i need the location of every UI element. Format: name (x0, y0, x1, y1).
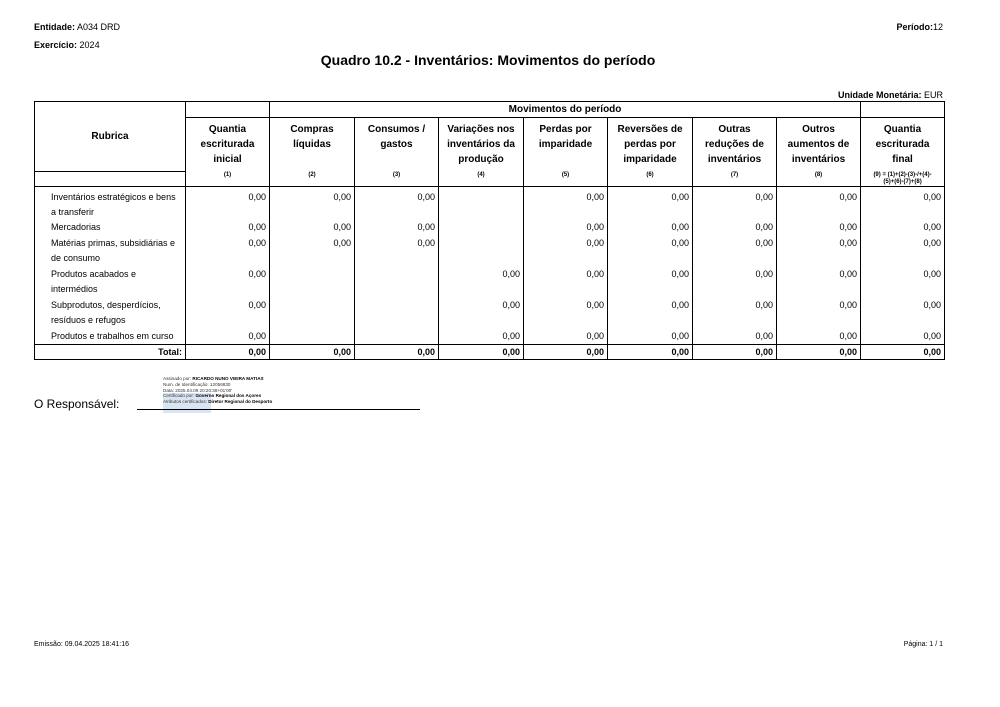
value-cell: 0,00 (608, 236, 693, 267)
value-cell: 0,00 (777, 267, 861, 298)
row-label (35, 236, 186, 267)
row-label-line: de consumo (51, 252, 101, 263)
row-label-line: Subprodutos, desperdícios, (51, 299, 161, 310)
value-cell: 0,00 (186, 267, 270, 298)
total-row (35, 345, 945, 360)
column-ref (861, 172, 945, 187)
column-ref-text: (6) (646, 171, 654, 178)
row-label (35, 267, 186, 298)
column-ref (608, 172, 693, 187)
value-cell: 0,00 (693, 186, 777, 220)
value-cell: 0,00 (355, 236, 439, 267)
value-cell (270, 298, 355, 329)
column-ref (693, 172, 777, 187)
column-header-line: imparidade (623, 154, 677, 166)
value-cell: 0,00 (861, 236, 945, 267)
value-cell: 0,00 (608, 329, 693, 345)
column-header-line: Reversões de (617, 124, 683, 136)
value-cell: 0,00 (524, 267, 608, 298)
value-cell: 0,00 (777, 236, 861, 267)
column-header-line: produção (458, 154, 504, 166)
value-cell (439, 186, 524, 220)
column-ref (355, 172, 439, 187)
value-cell: 0,00 (693, 236, 777, 267)
value-cell: 0,00 (777, 329, 861, 345)
column-ref-text: (5)+(6)-(7)+(8) (883, 178, 922, 185)
pagina: Página: 1 / 1 (903, 641, 943, 648)
column-header (861, 118, 945, 172)
column-ref (439, 172, 524, 187)
value-cell: 0,00 (693, 329, 777, 345)
total-value: 0,00 (861, 345, 945, 360)
exercicio-value: 2024 (79, 40, 100, 50)
column-header-line: inventários (707, 154, 762, 166)
column-ref (270, 172, 355, 187)
row-label-line: resíduos e refugos (51, 314, 126, 325)
inventarios-table (34, 101, 945, 360)
total-value: 0,00 (270, 345, 355, 360)
value-cell (355, 267, 439, 298)
periodo-value: 12 (932, 22, 943, 32)
value-cell: 0,00 (861, 186, 945, 220)
column-header (355, 118, 439, 172)
column-header-line: Outros (802, 124, 835, 136)
row-label-line: Mercadorias (51, 221, 101, 232)
unit-label: Unidade Monetária: (837, 90, 922, 100)
column-header-line: Outras (718, 124, 751, 136)
value-cell: 0,00 (186, 236, 270, 267)
column-ref-text: (9) = (1)+(2)-(3)-/+(4)- (873, 171, 932, 178)
column-header (439, 118, 524, 172)
column-header-line: reduções de (705, 139, 764, 151)
column-ref-text: (4) (477, 171, 485, 178)
column-ref-text: (5) (561, 171, 570, 178)
table-row (35, 267, 945, 298)
row-label (35, 329, 186, 345)
value-cell: 0,00 (861, 298, 945, 329)
value-cell: 0,00 (186, 186, 270, 220)
row-label (35, 220, 186, 236)
value-cell: 0,00 (608, 267, 693, 298)
value-cell: 0,00 (439, 298, 524, 329)
value-cell: 0,00 (608, 298, 693, 329)
row-label-line: Produtos e trabalhos em curso (51, 330, 174, 341)
column-header-line: Variações nos (447, 124, 515, 136)
table-row (35, 298, 945, 329)
exercicio (34, 40, 100, 50)
entidade-label: Entidade: (34, 22, 76, 32)
movimentos-header: Movimentos do período (270, 102, 861, 118)
column-header-line: inicial (213, 154, 242, 166)
total-value: 0,00 (186, 345, 270, 360)
value-cell: 0,00 (777, 298, 861, 329)
column-header-line (270, 152, 354, 167)
value-cell (439, 220, 524, 236)
column-header-line: final (892, 154, 913, 166)
value-cell (439, 236, 524, 267)
table-row (35, 186, 945, 220)
column-header-line: perdas por (624, 139, 676, 151)
value-cell: 0,00 (693, 267, 777, 298)
value-cell: 0,00 (608, 186, 693, 220)
value-cell: 0,00 (777, 186, 861, 220)
emissao: Emissão: 09.04.2025 18:41:16 (34, 641, 129, 648)
table-row (35, 220, 945, 236)
row-label-line: a transferir (51, 206, 95, 217)
value-cell: 0,00 (861, 267, 945, 298)
value-cell: 0,00 (270, 220, 355, 236)
value-cell: 0,00 (186, 298, 270, 329)
column-header-line: líquidas (293, 139, 331, 151)
exercicio-label: Exercício: (34, 40, 78, 50)
value-cell: 0,00 (861, 220, 945, 236)
table-row (35, 236, 945, 267)
rubrica-header: Rubrica (35, 102, 186, 172)
total-value: 0,00 (355, 345, 439, 360)
row-label (35, 186, 186, 220)
column-header (608, 118, 693, 172)
value-cell: 0,00 (524, 220, 608, 236)
total-value: 0,00 (693, 345, 777, 360)
column-ref-text: (3) (392, 171, 401, 178)
table-row (35, 329, 945, 345)
column-header-line: Quantia (208, 124, 247, 136)
value-cell: 0,00 (777, 220, 861, 236)
total-value: 0,00 (524, 345, 608, 360)
total-value: 0,00 (439, 345, 524, 360)
column-header-line: aumentos de (787, 139, 850, 151)
value-cell: 0,00 (186, 220, 270, 236)
value-cell (355, 298, 439, 329)
column-header (186, 118, 270, 172)
rubrica-ref-cell (35, 172, 186, 187)
column-header-line: inventários (791, 154, 846, 166)
value-cell (270, 267, 355, 298)
responsavel-label: O Responsável: (34, 397, 120, 411)
total-value: 0,00 (608, 345, 693, 360)
page-title: Quadro 10.2 - Inventários: Movimentos do período (320, 52, 656, 68)
value-cell: 0,00 (270, 186, 355, 220)
value-cell: 0,00 (524, 236, 608, 267)
value-cell: 0,00 (524, 186, 608, 220)
column-header-line: imparidade (538, 139, 593, 151)
column-header (777, 118, 861, 172)
value-cell: 0,00 (524, 298, 608, 329)
column-header-line (524, 152, 607, 167)
row-label-line: Inventários estratégicos e bens (51, 191, 176, 202)
value-cell: 0,00 (355, 186, 439, 220)
entidade (34, 22, 120, 32)
value-cell: 0,00 (861, 329, 945, 345)
periodo (896, 22, 943, 32)
column-header-line (355, 152, 438, 167)
column-ref (777, 172, 861, 187)
total-value: 0,00 (777, 345, 861, 360)
periodo-label: Período: (896, 22, 933, 32)
total-label: Total: (35, 345, 186, 360)
column-header-line: Quantia (883, 124, 922, 136)
value-cell (355, 329, 439, 345)
value-cell: 0,00 (524, 329, 608, 345)
value-cell (270, 329, 355, 345)
column-ref-text: (7) (730, 171, 739, 178)
row-label-line: Produtos acabados e (51, 268, 137, 279)
column-ref (524, 172, 608, 187)
column-header (693, 118, 777, 172)
column-header-line: escriturada (875, 139, 930, 151)
column-header-line: inventários da (447, 139, 515, 151)
value-cell: 0,00 (355, 220, 439, 236)
column-header (524, 118, 608, 172)
row-label (35, 298, 186, 329)
column-ref-text: (8) (814, 171, 823, 178)
signature-line (137, 409, 420, 410)
value-cell: 0,00 (439, 267, 524, 298)
value-cell: 0,00 (186, 329, 270, 345)
value-cell: 0,00 (270, 236, 355, 267)
column-header-line: Compras (290, 124, 334, 136)
column-header (270, 118, 355, 172)
column-header-line: Consumos / (367, 124, 426, 136)
column-header-line: Perdas por (539, 124, 592, 136)
value-cell: 0,00 (693, 298, 777, 329)
entidade-value: A034 DRD (77, 22, 121, 32)
digital-signature-stamp: Assinado por: RICARDO NUNO VIEIRA MATIAS Num. de Identificação: 12056830 Data: 2025.04.09 20:20:38+01'00' Certificado por: Governo Regional dos Açores Atributos certificados: Diretor Regional do Desporto (163, 376, 273, 405)
row-label-line: Matérias primas, subsidiárias e (51, 237, 176, 248)
value-cell: 0,00 (608, 220, 693, 236)
column-ref-text: (2) (308, 171, 316, 178)
column-ref-text: (1) (223, 171, 232, 178)
unit-value: EUR (923, 90, 943, 100)
value-cell: 0,00 (693, 220, 777, 236)
row-label-line: intermédios (51, 283, 98, 294)
column-header-line: gastos (380, 139, 413, 151)
unidade-monetaria (838, 90, 943, 100)
value-cell: 0,00 (439, 329, 524, 345)
column-header-line: escriturada (200, 139, 255, 151)
column-ref (186, 172, 270, 187)
